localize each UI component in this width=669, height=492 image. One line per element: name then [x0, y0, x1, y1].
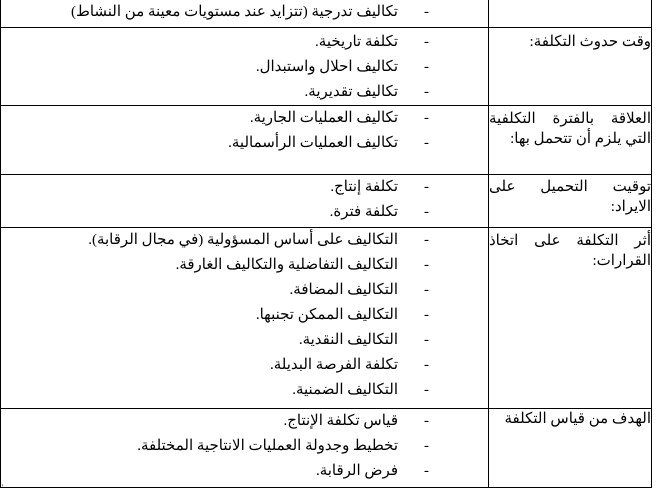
table-row [1, 106, 652, 175]
bullet-dash: - [424, 34, 429, 50]
table-row [1, 0, 652, 28]
item-text: التكاليف الممكن تجنبها. [255, 307, 398, 323]
category-cell [489, 0, 652, 28]
bullet-dash: - [424, 179, 429, 195]
bullet-dash: - [424, 413, 429, 429]
category-cell [489, 106, 652, 175]
category-label: أثر التكلفة على اتخاذ القرارات: [489, 233, 651, 269]
list-item [1, 131, 488, 156]
bullet-dash: - [424, 135, 429, 151]
bullet-dash: - [424, 463, 429, 479]
table-row [1, 175, 652, 228]
item-list [1, 28, 488, 105]
bullet-dash: - [424, 84, 429, 100]
item-list [1, 228, 488, 403]
bullet-dash: - [424, 232, 429, 248]
item-text: تكاليف العمليات الرأسمالية. [228, 135, 398, 151]
bullet-dash: - [424, 307, 429, 323]
items-cell [1, 409, 489, 488]
item-text: قياس تكلفة الإنتاج. [283, 413, 398, 429]
item-text: التكاليف المضافة. [289, 282, 398, 298]
items-cell [1, 175, 489, 228]
item-text: تكاليف تقديرية. [304, 84, 398, 100]
list-item [1, 278, 488, 303]
bullet-dash: - [424, 357, 429, 373]
list-item [1, 253, 488, 278]
item-text: تخطيط وجدولة العمليات الانتاجية المختلفة. [137, 438, 398, 454]
bullet-dash: - [424, 382, 429, 398]
bullet-dash: - [424, 438, 429, 454]
item-list [1, 106, 488, 156]
table-row [1, 409, 652, 488]
item-text: تكلفة الفرصة البديلة. [269, 357, 398, 373]
item-list [1, 409, 488, 484]
category-label: توقيت التحميل على الايراد: [489, 179, 651, 215]
list-item [1, 200, 488, 225]
items-cell [1, 28, 489, 106]
table-row [1, 228, 652, 409]
item-text: تكاليف العمليات الجارية. [249, 110, 398, 126]
list-item [1, 353, 488, 378]
item-text: تكاليف تدرجية (تتزايد عند مستويات معينة من النشاط) [70, 4, 398, 20]
item-text: تكاليف احلال واستبدال. [255, 59, 398, 75]
bullet-dash: - [424, 4, 429, 20]
item-text: التكاليف الضمنية. [292, 382, 398, 398]
category-cell [489, 228, 652, 409]
list-item [1, 328, 488, 353]
bullet-dash: - [424, 332, 429, 348]
category-label: وقت حدوث التكلفة: [529, 34, 651, 50]
category-cell [489, 175, 652, 228]
list-item [1, 228, 488, 253]
item-text: تكلفة فترة. [329, 204, 398, 220]
bullet-dash: - [424, 282, 429, 298]
item-text: تكلفة تاريخية. [315, 34, 398, 50]
bullet-dash: - [424, 204, 429, 220]
list-item [1, 303, 488, 328]
list-item [1, 80, 488, 105]
list-item [1, 30, 488, 55]
list-item [1, 1, 488, 23]
items-cell [1, 106, 489, 175]
list-item [1, 106, 488, 131]
bullet-dash: - [424, 59, 429, 75]
item-text: التكاليف التفاضلية والتكاليف الغارقة. [175, 257, 398, 273]
bullet-dash: - [424, 257, 429, 273]
items-cell [1, 228, 489, 409]
category-cell [489, 28, 652, 106]
item-text: فرض الرقابة. [315, 463, 398, 479]
category-label: العلاقة بالفترة التكلفية التي يلزم أن تتحمل بها: [489, 111, 651, 147]
item-list [1, 0, 488, 23]
item-list [1, 175, 488, 225]
list-item [1, 459, 488, 484]
items-cell [1, 0, 489, 28]
category-label: الهدف من قياس التكلفة [504, 411, 651, 427]
item-text: تكلفة إنتاج. [330, 179, 398, 195]
list-item [1, 378, 488, 403]
table-row [1, 28, 652, 106]
list-item [1, 175, 488, 200]
bullet-dash: - [424, 110, 429, 126]
item-text: التكاليف على أساس المسؤولية (في مجال الرقابة). [88, 232, 398, 248]
category-cell [489, 409, 652, 488]
list-item [1, 434, 488, 459]
list-item [1, 55, 488, 80]
item-text: التكاليف النقدية. [298, 332, 398, 348]
list-item [1, 409, 488, 434]
corner-mark: ' [2, 483, 4, 492]
